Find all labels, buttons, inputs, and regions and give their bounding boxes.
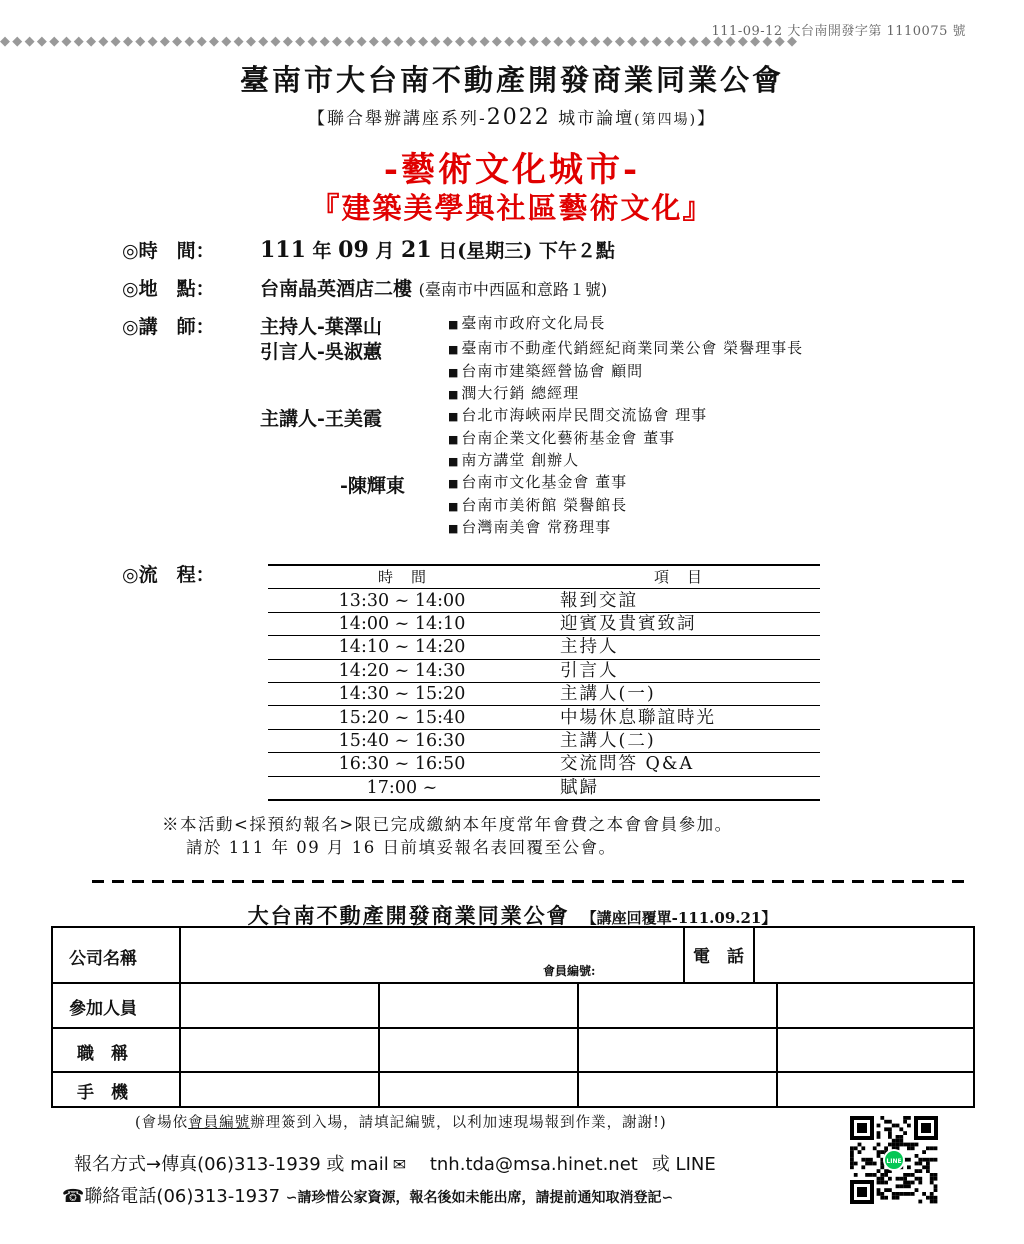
phone-icon: ☎: [62, 1186, 85, 1207]
schedule-body: [268, 589, 820, 800]
email-link[interactable]: tnh.tda@msa.hinet.net: [429, 1154, 638, 1175]
speaker-name: 主持人-葉澤山: [260, 316, 382, 338]
schedule-label: ◎流 程：: [122, 564, 215, 586]
mobile-field[interactable]: [380, 1073, 576, 1106]
reminder-text: [286, 1190, 673, 1206]
event-title: -藝術文化城市-: [383, 150, 641, 190]
time-row: [122, 236, 615, 263]
speakers-row: [122, 312, 260, 339]
schedule-time: 15:40 ~ 16:30: [268, 729, 536, 752]
mobile-label: 手 機: [77, 1083, 128, 1103]
speaker-title: ■ 台南企業文化藝術基金會 董事: [448, 428, 707, 451]
job-title-field[interactable]: [579, 1029, 775, 1070]
speaker-name: -陳輝東: [340, 475, 405, 497]
series-line: [0, 104, 1024, 130]
series-year: 2022: [486, 105, 551, 130]
attendee-field[interactable]: [778, 984, 973, 1026]
schedule-item: 引言人: [536, 659, 820, 682]
company-name-field[interactable]: [181, 928, 681, 981]
time-month: 09: [338, 237, 369, 263]
phone-field[interactable]: [755, 928, 973, 981]
mail-icon: ✉: [392, 1155, 407, 1174]
job-title-field[interactable]: [181, 1029, 377, 1070]
reply-title: 大台南不動產開發商業同業公會: [247, 903, 570, 928]
member-no-label: 會員編號:: [543, 964, 596, 978]
schedule-row-item: [268, 612, 820, 635]
schedule-time: 15:20 ~ 15:40: [268, 706, 536, 729]
vine-icon: ∽: [661, 1190, 674, 1206]
time-rest: 日(星期三) 下午２點: [431, 240, 615, 262]
schedule-time: 14:00 ~ 14:10: [268, 612, 536, 635]
schedule-item: 迎賓及貴賓致詞: [536, 612, 820, 635]
schedule-row-item: [268, 659, 820, 682]
speaker-titles: [448, 405, 707, 473]
company-name-label: 公司名稱: [69, 949, 137, 969]
series-prefix: 【聯合舉辦講座系列-: [307, 109, 487, 129]
time-month-unit: 月: [368, 240, 402, 262]
schedule-time: 14:30 ~ 15:20: [268, 682, 536, 705]
header-time: 時間: [268, 565, 536, 589]
schedule-item: 主講人(一): [536, 682, 820, 705]
checkin-footnote: [135, 1111, 667, 1132]
schedule-row: [122, 560, 260, 587]
job-title-label: 職 稱: [77, 1044, 128, 1064]
speaker-titles: [448, 313, 605, 336]
mobile-field[interactable]: [579, 1073, 775, 1106]
speaker-title: ■ 台灣南美會 常務理事: [448, 517, 627, 540]
cut-line: [92, 880, 972, 883]
speaker-title: ■ 台北市海峽兩岸民間交流協會 理事: [448, 405, 707, 428]
event-subtitle: 『建築美學與社區藝術文化』: [310, 191, 714, 225]
footnote-post: 辦理簽到入場，請填記編號，以利加速現場報到作業，謝謝!): [250, 1115, 667, 1131]
schedule-time: 14:20 ~ 14:30: [268, 659, 536, 682]
place-row: [122, 274, 607, 301]
job-title-field[interactable]: [778, 1029, 973, 1070]
series-suffix: 】: [697, 109, 717, 129]
time-day: 21: [401, 237, 432, 263]
schedule-time: 16:30 ~ 16:50: [268, 753, 536, 776]
speaker-title: ■ 潤大行銷 總經理: [448, 383, 803, 406]
schedule-item: 主持人: [536, 636, 820, 659]
time-year-unit: 年: [305, 240, 339, 262]
schedule-item: 報到交誼: [536, 589, 820, 612]
speaker-title: ■ 南方講堂 創辦人: [448, 450, 707, 473]
contact-phone: 聯絡電話(06)313-1937: [84, 1186, 281, 1207]
registration-method: [74, 1150, 716, 1176]
schedule-item: 主講人(二): [536, 729, 820, 752]
reminder-body: 請珍惜公家資源，報名後如未能出席，請提前通知取消登記: [297, 1190, 662, 1206]
place-label: ◎地 點：: [122, 278, 215, 300]
header-item: 項目: [536, 565, 820, 589]
time-label: ◎時 間：: [122, 240, 215, 262]
schedule-time: 13:30 ~ 14:00: [268, 589, 536, 612]
registration-note: ※本活動<採預約報名>限已完成繳納本年度常年會費之本會會員參加。: [162, 815, 733, 834]
register-label: 報名方式→傳真(06)313-1939 或 mail: [74, 1154, 389, 1175]
time-year: 111: [260, 237, 306, 263]
reply-subtitle: 【講座回覆單-111.09.21】: [581, 909, 777, 927]
document-number: 111-09-12 大台南開發字第 1110075 號: [711, 24, 966, 39]
attendee-label: 參加人員: [69, 999, 137, 1019]
schedule-item: 中場休息聯誼時光: [536, 706, 820, 729]
schedule-table: [268, 564, 820, 801]
series-session: (第四場): [634, 112, 698, 128]
line-label: 或 LINE: [651, 1154, 716, 1175]
phone-label: 電 話: [693, 947, 744, 967]
schedule-row-item: [268, 729, 820, 752]
deadline-note: 請於 111 年 09 月 16 日前填妥報名表回覆至公會。: [186, 838, 617, 857]
footnote-underline: 會員編號: [188, 1115, 251, 1131]
place-address: (臺南市中西區和意路１號): [418, 280, 608, 299]
footnote-pre: (會場依: [135, 1115, 189, 1131]
mobile-field[interactable]: [778, 1073, 973, 1106]
speaker-title: ■ 臺南市不動產代銷經紀商業同業公會 榮譽理事長: [448, 338, 803, 361]
schedule-row-item: [268, 776, 820, 800]
schedule-item: 賦歸: [536, 776, 820, 800]
attendee-field[interactable]: [579, 984, 775, 1026]
speaker-titles: [448, 472, 627, 540]
speaker-title: ■ 臺南市政府文化局長: [448, 313, 605, 336]
speaker-name: 引言人-吳淑蕙: [260, 341, 382, 363]
schedule-time: 14:10 ~ 14:20: [268, 636, 536, 659]
schedule-item: 交流問答 Q&A: [536, 753, 820, 776]
reply-form: [51, 926, 975, 1108]
contact-phone-line: [62, 1182, 673, 1208]
speaker-name: 主講人-王美霞: [260, 408, 382, 430]
series-mid: 城市論壇: [550, 109, 635, 129]
speaker-title: ■ 台南市建築經營協會 顧問: [448, 361, 803, 384]
attendee-field[interactable]: [380, 984, 576, 1026]
mobile-field[interactable]: [181, 1073, 377, 1106]
speaker-titles: [448, 338, 803, 406]
schedule-row-item: [268, 682, 820, 705]
attendee-field[interactable]: [181, 984, 377, 1026]
schedule-row-item: [268, 753, 820, 776]
schedule-time: 17:00 ~: [268, 776, 536, 800]
speakers-label: ◎講 師：: [122, 316, 215, 338]
svg-text:LINE: LINE: [886, 1158, 902, 1165]
schedule-row-item: [268, 589, 820, 612]
diamond-divider: ◆◆◆◆◆◆◆◆◆◆◆◆◆◆◆◆◆◆◆◆◆◆◆◆◆◆◆◆◆◆◆◆◆◆◆◆◆◆◆◆◆◆◆◆◆◆◆◆◆◆◆◆◆◆◆◆◆◆◆◆◆◆◆◆◆: [0, 34, 800, 49]
line-qr-code[interactable]: [848, 1114, 940, 1206]
vine-icon: ∽: [285, 1190, 298, 1206]
speaker-title: ■ 台南市文化基金會 董事: [448, 472, 627, 495]
schedule-header: [268, 565, 820, 589]
place-value: 台南晶英酒店二樓: [260, 278, 413, 300]
job-title-field[interactable]: [380, 1029, 576, 1070]
association-title: 臺南市大台南不動產開發商業同業公會: [239, 63, 784, 97]
speaker-title: ■ 台南市美術館 榮譽館長: [448, 495, 627, 518]
schedule-row-item: [268, 636, 820, 659]
schedule-row-item: [268, 706, 820, 729]
